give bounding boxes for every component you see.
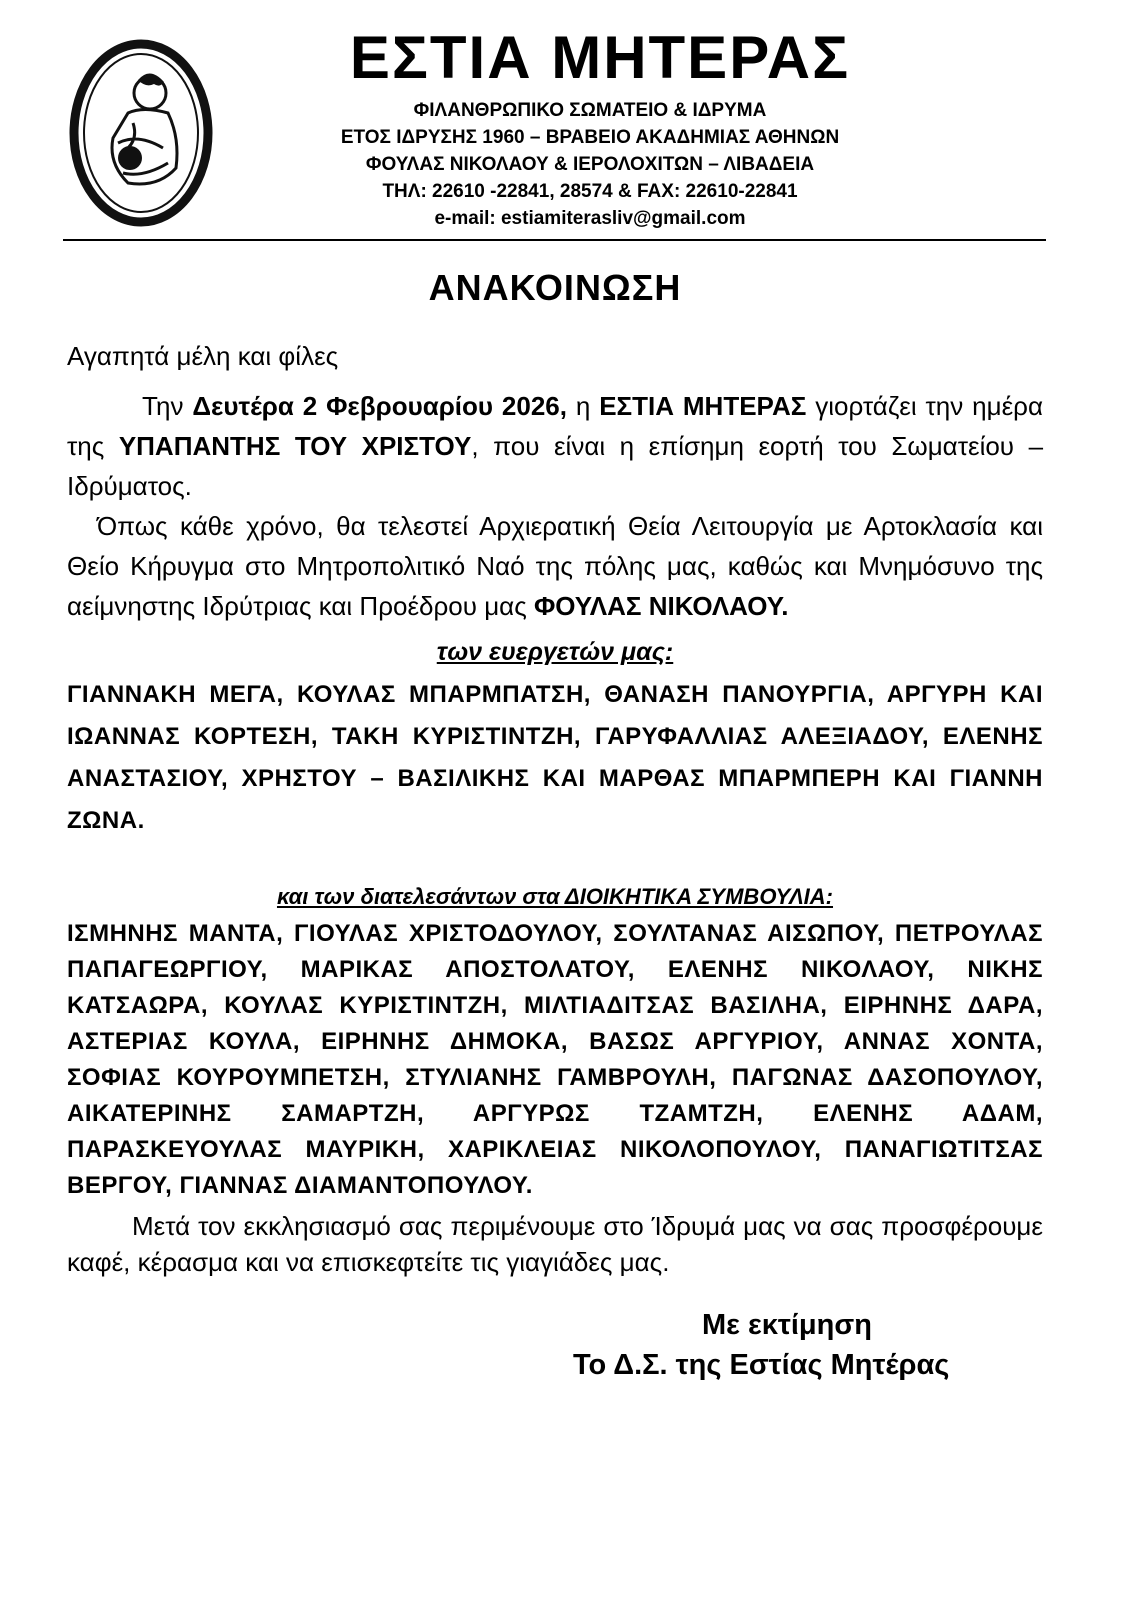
header-email: e-mail: estiamiterasliv@gmail.com bbox=[434, 208, 746, 229]
board-list: ΙΣΜΗΝΗΣ ΜΑΝΤΑ, ΓΙΟΥΛΑΣ ΧΡΙΣΤΟΔΟΥΛΟΥ, ΣΟΥΛΤΑΝΑΣ ΑΙΣΩΠΟΥ, ΠΕΤΡΟΥΛΑΣ ΠΑΠΑΓΕΩΡΓΙΟΥ, ΜΑΡΙΚΑΣ ΑΠΟΣΤΟΛΑΤΟΥ, ΕΛΕΝΗΣ ΝΙΚΟΛΑΟΥ, ΝΙΚΗΣ ΚΑΤΣΑΩΡΑ, ΚΟΥΛΑΣ ΚΥΡΙΣΤΙΝΤΖΗ, ΜΙΛΤΙΑΔΙΤΣΑΣ ΒΑΣΙΛΗΑ, ΕΙΡΗΝΗΣ ΔΑΡΑ, ΑΣΤΕΡΙΑΣ ΚΟΥΛΑ, ΕΙΡΗΝΗΣ ΔΗΜΟΚΑ, ΒΑΣΩΣ ΑΡΓΥΡΙΟΥ, ΑΝΝΑΣ ΧΟΝΤΑ, ΣΟΦΙΑΣ ΚΟΥΡΟΥΜΠΕΤΣΗ, ΣΤΥΛΙΑΝΗΣ ΓΑΜΒΡΟΥΛΗ, ΠΑΓΩΝΑΣ ΔΑΣΟΠΟΥΛΟΥ, ΑΙΚΑΤΕΡΙΝΗΣ ΣΑΜΑΡΤΖΗ, ΑΡΓΥΡΩΣ ΤΖΑΜΤΖΗ, ΕΛΕΝΗΣ ΑΔΑΜ, ΠΑΡΑΣΚΕΥΟΥΛΑΣ ΜΑΥΡΙΚΗ, ΧΑΡΙΚΛΕΙΑΣ ΝΙΚΟΛΟΠΟΥΛΟΥ, ΠΑΝΑΓΙΩΤΙΤΣΑΣ ΒΕΡΓΟΥ, ΓΙΑΝΝΑΣ ΔΙΑΜΑΝΤΟΠΟΥΛΟΥ. bbox=[67, 920, 1043, 1199]
text: γιορτάζει την ημέρα της bbox=[67, 391, 1043, 461]
paragraph-2 bbox=[67, 506, 1043, 626]
closing-paragraph: Μετά τον εκκλησιασμό σας περιμένουμε στο Ίδρυμά μας να σας προσφέρουμε καφέ, κέρασμα και να επισκεφτείτε τις γιαγιάδες μας. bbox=[67, 1211, 1043, 1277]
header-line: ΦΙΛΑΝΘΡΩΠΙΚΟ ΣΩΜΑΤΕΙΟ & ΙΔΡΥΜΑ bbox=[413, 100, 767, 121]
org-mention: ΕΣΤΙΑ ΜΗΤΕΡΑΣ bbox=[599, 391, 807, 421]
announcement-heading: ΑΝΑΚΟΙΝΩΣΗ bbox=[428, 267, 682, 308]
header-line: ΤΗΛ: 22610 -22841, 28574 & FAX: 22610-22841 bbox=[382, 181, 798, 202]
announcement-body bbox=[67, 266, 1043, 1384]
signature-line-2: Το Δ.Σ. της Εστίας Μητέρας bbox=[573, 1349, 950, 1381]
feast-name: ΥΠΑΠΑΝΤΗΣ ΤΟΥ ΧΡΙΣΤΟΥ bbox=[118, 431, 472, 461]
text: η bbox=[566, 391, 600, 421]
header-line: ΕΤΟΣ ΙΔΡΥΣΗΣ 1960 – ΒΡΑΒΕΙΟ ΑΚΑΔΗΜΙΑΣ ΑΘΗΝΩΝ bbox=[340, 127, 840, 148]
signature-line-1: Με εκτίμηση bbox=[702, 1309, 872, 1341]
text: Την bbox=[142, 391, 193, 421]
organization-logo bbox=[68, 38, 214, 228]
organization-name: ΕΣΤΙΑ ΜΗΤΕΡΑΣ bbox=[349, 24, 851, 91]
date: Δευτέρα 2 Φεβρουαρίου 2026, bbox=[192, 391, 567, 421]
board-heading: και των διατελεσάντων στα ΔΙΟΙΚΗΤΙΚΑ ΣΥΜΒΟΥΛΙΑ: bbox=[276, 884, 834, 909]
paragraph-1 bbox=[67, 386, 1043, 506]
text: , που είναι η επίσημη εορτή του Σωματείου – Ιδρύματος. bbox=[67, 431, 1044, 501]
header-line: ΦΟΥΛΑΣ ΝΙΚΟΛΑΟΥ & ΙΕΡΟΛΟΧΙΤΩΝ – ΛΙΒΑΔΕΙΑ bbox=[365, 154, 815, 175]
greeting: Αγαπητά μέλη και φίλες bbox=[67, 341, 339, 371]
benefactors-list: ΓΙΑΝΝΑΚΗ ΜΕΓΑ, ΚΟΥΛΑΣ ΜΠΑΡΜΠΑΤΣΗ, ΘΑΝΑΣΗ ΠΑΝΟΥΡΓΙΑ, ΑΡΓΥΡΗ ΚΑΙ ΙΩΑΝΝΑΣ ΚΟΡΤΕΣΗ, ΤΑΚΗ ΚΥΡΙΣΤΙΝΤΖΗ, ΓΑΡΥΦΑΛΛΙΑΣ ΑΛΕΞΙΑΔΟΥ, ΕΛΕΝΗΣ ΑΝΑΣΤΑΣΙΟΥ, ΧΡΗΣΤΟΥ – ΒΑΣΙΛΙΚΗΣ ΚΑΙ ΜΑΡΘΑΣ ΜΠΑΡΜΠΕΡΗ ΚΑΙ ΓΙΑΝΝΗ ΖΩΝΑ. bbox=[67, 681, 1043, 834]
benefactors-heading: των ευεργετών μας: bbox=[436, 638, 674, 666]
text: Όπως κάθε χρόνο, θα τελεστεί Αρχιερατική Θεία Λειτουργία με Αρτοκλασία και Θείο Κήρυγμα στο Μητροπολιτικό Ναό της πόλης μας, καθώς και Μνημόσυνο της αείμνηστης Ιδρύτριας και Προέδρου μας bbox=[67, 511, 1043, 621]
header-divider bbox=[63, 239, 1046, 241]
founder-name: ΦΟΥΛΑΣ ΝΙΚΟΛΑΟΥ. bbox=[533, 591, 789, 621]
